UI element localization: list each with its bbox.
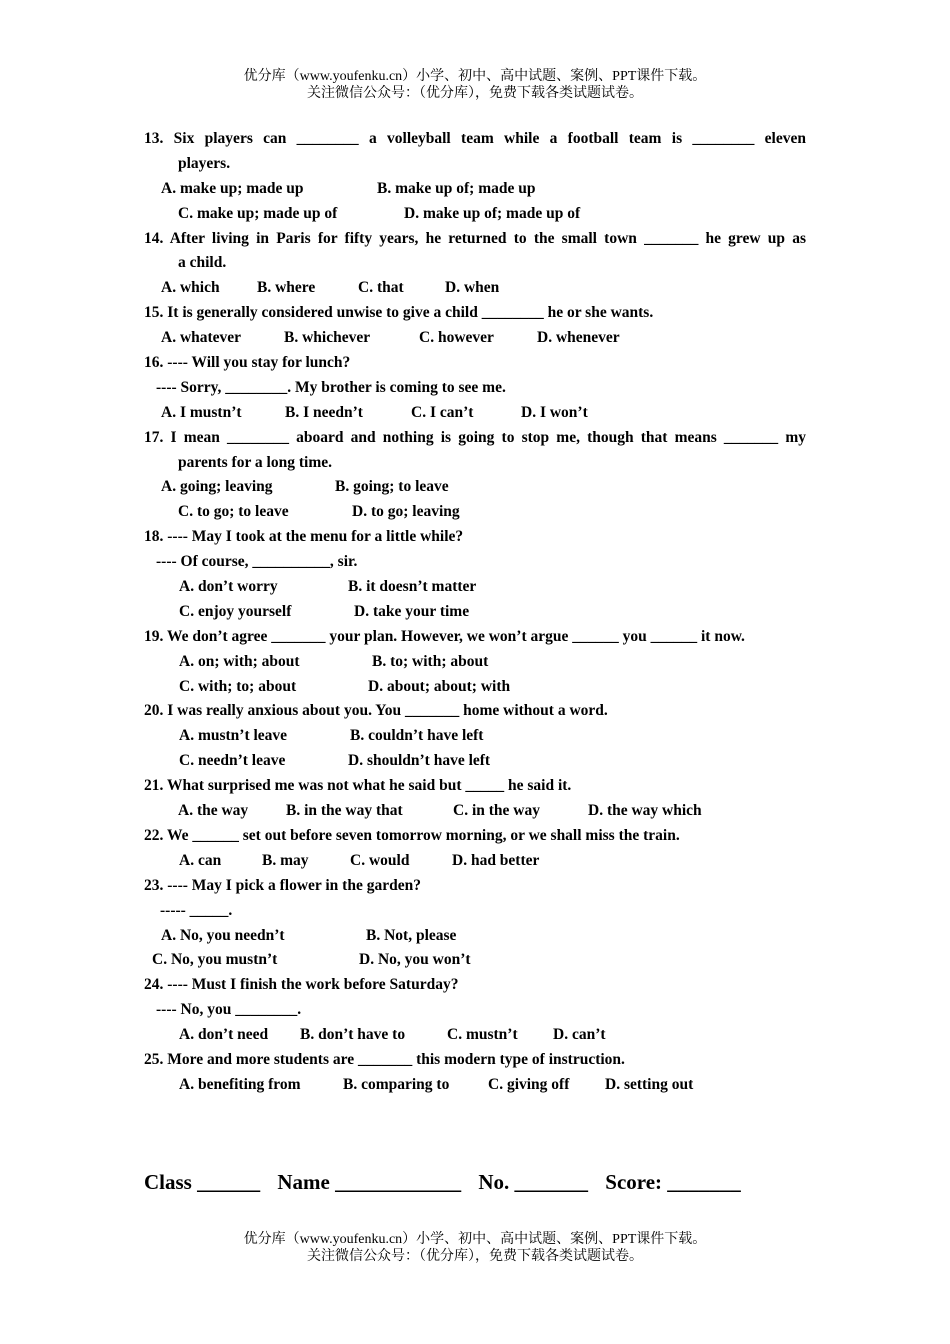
question-20-options-row2 — [144, 749, 806, 774]
option-d[interactable]: D. I won’t — [521, 403, 588, 421]
option-b[interactable]: B. don’t have to — [300, 1026, 406, 1044]
question-21-options — [144, 799, 806, 824]
question-13-stem-cont: players. — [178, 154, 231, 172]
option-b[interactable]: B. comparing to — [343, 1075, 450, 1093]
option-c[interactable]: C. with; to; about — [179, 677, 297, 695]
question-list — [144, 127, 806, 1098]
option-d[interactable]: D. had better — [452, 851, 540, 869]
question-17-stem: 17. I mean ________ aboard and nothing is going to stop me, though that means _______ my — [144, 428, 806, 446]
header-banner-line2: 关注微信公众号：（优分库），免费下载各类试题试卷。 — [307, 86, 643, 101]
option-d[interactable]: D. make up of; made up of — [404, 204, 581, 222]
question-25-options — [144, 1073, 806, 1098]
question-21-stem: 21. What surprised me was not what he said but _____ he said it. — [144, 777, 572, 795]
question-22-stem: 22. We ______ set out before seven tomorrow morning, or we shall miss the train. — [144, 826, 680, 844]
option-c[interactable]: C. mustn’t — [447, 1026, 518, 1044]
question-16-stem: 16. ---- Will you stay for lunch? — [144, 354, 351, 372]
option-b[interactable]: B. may — [262, 851, 309, 869]
option-a[interactable]: A. mustn’t leave — [179, 727, 288, 745]
option-a[interactable]: A. don’t worry — [179, 578, 278, 596]
option-b[interactable]: B. in the way that — [286, 802, 403, 820]
question-22-options — [144, 849, 806, 874]
question-19-options-row2 — [144, 675, 806, 700]
option-d[interactable]: D. whenever — [537, 329, 620, 347]
question-18-stem: 18. ---- May I took at the menu for a little while? — [144, 528, 464, 546]
question-24-options — [144, 1023, 806, 1048]
option-c[interactable]: C. in the way — [453, 802, 540, 820]
header-banner-line1: 优分库（www.youfenku.cn）小学、初中、高中试题、案例、PPT课件下载。 — [243, 69, 707, 84]
question-14-stem-cont: a child. — [178, 254, 227, 272]
option-c[interactable]: C. giving off — [488, 1075, 570, 1093]
question-19-options-row1 — [144, 650, 806, 675]
name-field[interactable]: Name ____________ — [277, 1170, 462, 1194]
option-d[interactable]: D. No, you won’t — [359, 951, 471, 969]
option-c[interactable]: C. I can’t — [411, 403, 474, 421]
question-25-stem: 25. More and more students are _______ this modern type of instruction. — [144, 1050, 625, 1068]
option-c[interactable]: C. enjoy yourself — [179, 602, 292, 620]
option-d[interactable]: D. shouldn’t have left — [348, 752, 491, 770]
option-c[interactable]: C. that — [358, 279, 404, 297]
option-a[interactable]: A. going; leaving — [161, 478, 273, 496]
option-c[interactable]: C. No, you mustn’t — [152, 951, 278, 969]
question-17-options-row1 — [144, 475, 806, 500]
question-20-stem: 20. I was really anxious about you. You _______ home without a word. — [144, 702, 608, 720]
question-20-options-row1 — [144, 724, 806, 749]
question-13-stem: 13. Six players can ________ a volleyball team while a football team is ________ eleven — [144, 130, 806, 147]
option-b[interactable]: B. going; to leave — [335, 478, 449, 496]
option-b[interactable]: B. Not, please — [366, 926, 457, 944]
class-field[interactable]: Class ______ — [144, 1170, 261, 1194]
option-d[interactable]: D. the way which — [588, 802, 702, 820]
option-a[interactable]: A. on; with; about — [179, 652, 300, 670]
option-c[interactable]: C. however — [419, 329, 494, 347]
option-a[interactable]: A. I mustn’t — [161, 403, 242, 421]
option-b[interactable]: B. whichever — [284, 329, 371, 347]
question-13-options-row1 — [144, 177, 806, 202]
option-d[interactable]: D. can’t — [553, 1026, 606, 1044]
option-d[interactable]: D. about; about; with — [368, 677, 511, 695]
header-banner — [0, 68, 950, 102]
question-19-stem: 19. We don’t agree _______ your plan. However, we won’t argue ______ you ______ it now. — [144, 627, 745, 645]
question-17-stem-cont: parents for a long time. — [178, 453, 332, 471]
option-d[interactable]: D. take your time — [354, 602, 470, 620]
question-16-options — [144, 401, 806, 426]
option-a[interactable]: A. make up; made up — [161, 179, 304, 197]
question-14-stem: 14. After living in Paris for fifty years, he returned to the small town _______ he grew up as — [144, 229, 806, 247]
option-b[interactable]: B. I needn’t — [285, 403, 363, 421]
option-a[interactable]: A. which — [161, 279, 220, 297]
student-info-row — [144, 1168, 741, 1196]
question-23-options-row2 — [144, 948, 806, 973]
option-d[interactable]: D. when — [445, 279, 500, 297]
option-a[interactable]: A. the way — [178, 802, 249, 820]
option-c[interactable]: C. needn’t leave — [179, 752, 286, 770]
option-a[interactable]: A. benefiting from — [179, 1075, 301, 1093]
option-b[interactable]: B. where — [257, 279, 316, 297]
question-24-stem-cont: ---- No, you ________. — [156, 1001, 302, 1019]
option-b[interactable]: B. it doesn’t matter — [348, 578, 477, 596]
question-16-stem-cont: ---- Sorry, ________. My brother is coming to see me. — [156, 378, 506, 396]
option-a[interactable]: A. whatever — [161, 329, 242, 347]
question-13-options-row2 — [144, 202, 806, 227]
question-17-options-row2 — [144, 500, 806, 525]
question-23-stem: 23. ---- May I pick a flower in the garden? — [144, 876, 421, 894]
footer-banner — [0, 1231, 950, 1265]
option-a[interactable]: A. No, you needn’t — [161, 926, 285, 944]
question-18-options-row1 — [144, 575, 806, 600]
option-b[interactable]: B. make up of; made up — [377, 179, 536, 197]
option-d[interactable]: D. setting out — [605, 1075, 694, 1093]
question-23-stem-cont: ----- _____. — [160, 901, 233, 919]
question-23-options-row1 — [144, 924, 806, 949]
option-c[interactable]: C. to go; to leave — [178, 503, 289, 521]
option-b[interactable]: B. couldn’t have left — [350, 727, 484, 745]
option-d[interactable]: D. to go; leaving — [352, 503, 460, 521]
score-field[interactable]: Score: _______ — [605, 1170, 741, 1194]
question-15-options — [144, 326, 806, 351]
question-14-options — [144, 276, 806, 301]
question-18-options-row2 — [144, 600, 806, 625]
option-a[interactable]: A. can — [179, 851, 222, 869]
option-b[interactable]: B. to; with; about — [372, 652, 489, 670]
question-18-stem-cont: ---- Of course, __________, sir. — [156, 553, 358, 571]
option-c[interactable]: C. would — [350, 851, 410, 869]
question-24-stem: 24. ---- Must I finish the work before Saturday? — [144, 976, 459, 994]
footer-banner-line2: 关注微信公众号：（优分库），免费下载各类试题试卷。 — [307, 1249, 643, 1264]
option-a[interactable]: A. don’t need — [179, 1026, 269, 1044]
question-15-stem: 15. It is generally considered unwise to give a child ________ he or she wants. — [144, 304, 654, 322]
footer-banner-line1: 优分库（www.youfenku.cn）小学、初中、高中试题、案例、PPT课件下载。 — [243, 1232, 707, 1247]
number-field[interactable]: No. _______ — [478, 1170, 589, 1194]
option-c[interactable]: C. make up; made up of — [178, 204, 338, 222]
